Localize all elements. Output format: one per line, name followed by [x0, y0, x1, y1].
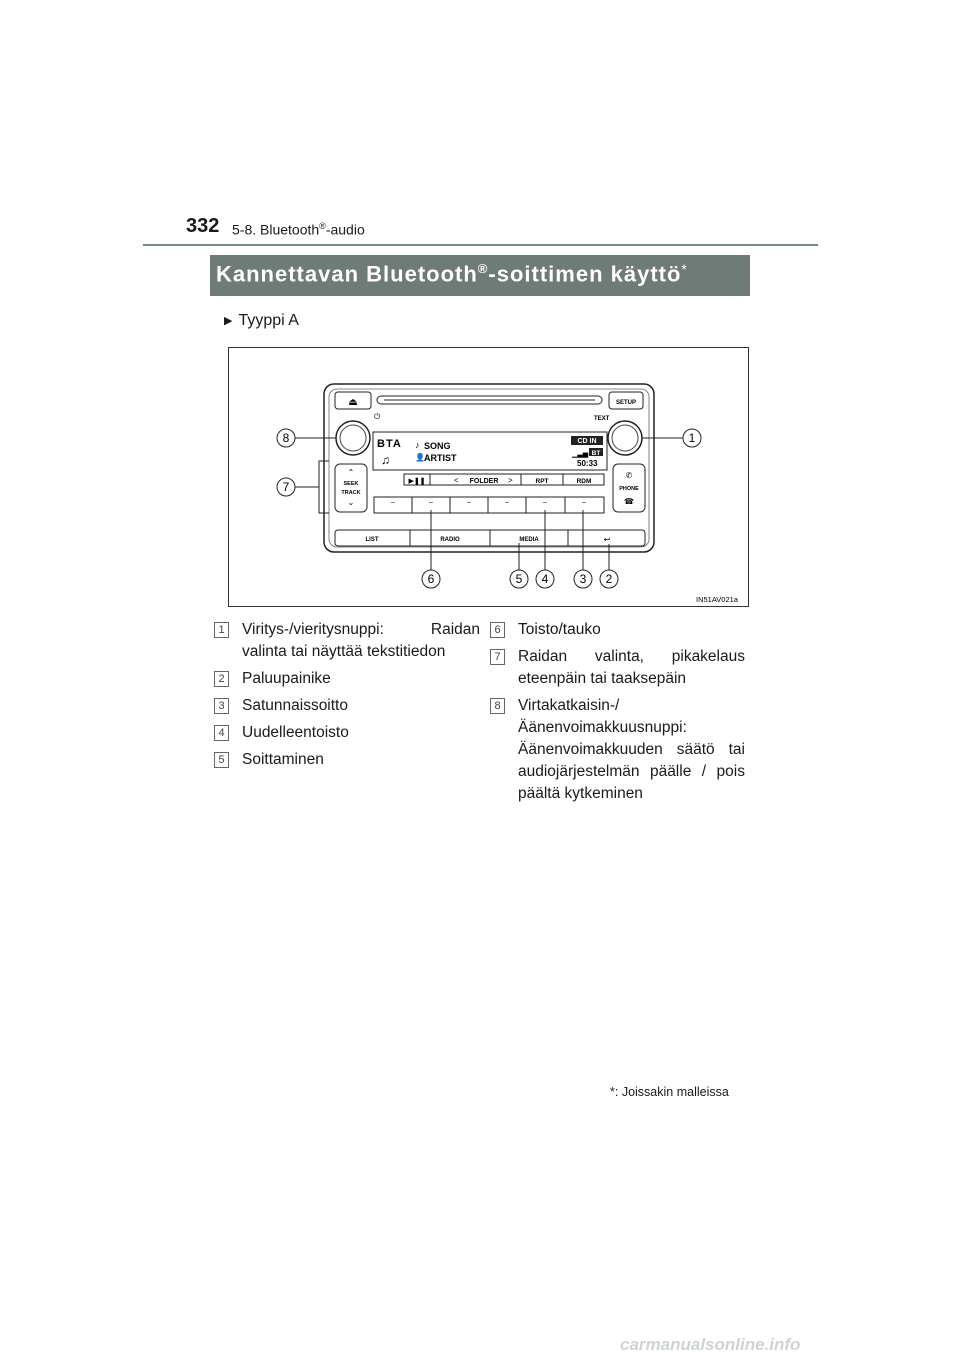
svg-text:‒: ‒ — [467, 499, 471, 506]
section-suffix: -audio — [325, 221, 365, 238]
legend-number: 6 — [490, 622, 505, 638]
folder-label: FOLDER — [469, 478, 499, 485]
callout-8-label: 8 — [282, 431, 290, 445]
legend-item — [490, 695, 745, 805]
section-prefix: 5-8. Bluetooth — [232, 221, 320, 238]
seek-up-icon: ⌃ — [347, 468, 355, 477]
legend-number: 2 — [214, 671, 229, 687]
legend-text: Satunnaissoitto — [242, 697, 348, 714]
artist-label: ARTIST — [424, 453, 457, 463]
legend-number: 7 — [490, 649, 505, 665]
audio-unit-figure — [228, 347, 749, 607]
bt-indicator: BT — [591, 450, 601, 457]
legend-number: 5 — [214, 752, 229, 768]
svg-text:‒: ‒ — [429, 499, 433, 506]
legend-text: Soittaminen — [242, 751, 324, 768]
audio-unit-illustration — [229, 348, 748, 606]
legend-number: 8 — [490, 698, 505, 714]
triangle-bullet-icon: ▶ — [224, 315, 233, 327]
subheading — [224, 312, 299, 330]
svg-text:‒: ‒ — [582, 499, 586, 506]
folder-left-icon: < — [454, 476, 459, 485]
tune-scroll-knob — [608, 421, 642, 455]
legend-number: 4 — [214, 725, 229, 741]
signal-icon: ▁▃▅ — [572, 451, 589, 458]
legend-item — [214, 668, 480, 690]
svg-text:‒: ‒ — [391, 499, 395, 506]
footnote — [610, 1085, 729, 1099]
radio-label: RADIO — [440, 537, 460, 543]
artist-person-icon: 👤 — [415, 453, 425, 462]
footnote-text: : Joissakin malleissa — [614, 1085, 729, 1099]
callout-7-label: 7 — [282, 480, 290, 494]
legend-item — [214, 619, 480, 663]
callout-6-label: 6 — [427, 572, 435, 586]
legend-item — [214, 749, 480, 771]
watermark: carmanualsonline.info — [620, 1335, 801, 1354]
callout-5-label: 5 — [515, 572, 523, 586]
rpt-label: RPT — [535, 478, 549, 485]
section-registered-mark: ® — [319, 221, 326, 231]
time-display: 50:33 — [577, 459, 598, 468]
legend-text: Virtakatkaisin-/Äänenvoimakkuusnuppi: Äänenvoimakkuuden säätö tai audiojärjestelmän päälle / pois päältä kytkeminen — [518, 697, 745, 802]
legend-number: 1 — [214, 622, 229, 638]
legend-text: Toisto/tauko — [518, 621, 601, 638]
legend-text: Viritys-/vieritysnuppi: Raidan valinta tai näyttää tekstitiedon — [242, 621, 480, 660]
topic-banner — [210, 255, 750, 296]
back-arrow-icon: ↩ — [603, 535, 611, 544]
header-rule — [143, 244, 818, 246]
song-label: SONG — [424, 441, 451, 451]
list-label: LIST — [365, 537, 379, 543]
legend-text: Raidan valinta, pikakelaus eteenpäin tai taaksepäin — [518, 648, 745, 687]
figure-code: IN51AV021a — [696, 595, 738, 604]
banner-title-prefix: Kannettavan Bluetooth — [216, 261, 478, 287]
phone-hangup-icon: ☎ — [624, 497, 634, 506]
legend-text: Paluupainike — [242, 670, 331, 687]
legend-item — [214, 722, 480, 744]
callout-1-label: 1 — [688, 431, 696, 445]
play-pause-label: ▶❚❚ — [408, 478, 426, 485]
callout-2-label: 2 — [605, 572, 613, 586]
seek-label: SEEK — [343, 481, 359, 487]
folder-right-icon: > — [508, 476, 513, 485]
song-note-icon: ♪ — [415, 440, 420, 450]
legend-right-column — [490, 619, 745, 810]
svg-text:‒: ‒ — [505, 499, 509, 506]
banner-registered-mark: ® — [477, 261, 489, 276]
banner-title-suffix: -soittimen käyttö — [488, 261, 682, 287]
footnote-asterisk-icon: * — [610, 1085, 615, 1099]
track-label: TRACK — [341, 490, 361, 496]
note-icon: ♫ — [381, 453, 390, 467]
legend-left-column — [214, 619, 480, 776]
media-label: MEDIA — [519, 537, 539, 543]
setup-label: SETUP — [615, 400, 637, 406]
legend-number: 3 — [214, 698, 229, 714]
subheading-text: Tyyppi A — [238, 312, 299, 329]
legend-text: Uudelleentoisto — [242, 724, 349, 741]
callout-4-label: 4 — [541, 572, 549, 586]
svg-text:‒: ‒ — [543, 499, 547, 506]
text-label: TEXT — [594, 416, 610, 422]
legend-item — [490, 646, 745, 690]
eject-icon: ⏏ — [348, 397, 358, 408]
callout-3-label: 3 — [579, 572, 587, 586]
seek-down-icon: ⌄ — [347, 498, 355, 507]
legend-item — [490, 619, 745, 641]
legend-item — [214, 695, 480, 717]
phone-pickup-icon: ✆ — [625, 471, 633, 480]
phone-label: PHONE — [619, 486, 639, 492]
power-icon: ⏻ — [374, 412, 381, 421]
source-label: BTA — [377, 438, 402, 450]
section-title — [232, 221, 365, 238]
rdm-label: RDM — [576, 478, 592, 485]
power-volume-knob — [336, 421, 370, 455]
cd-in-indicator: CD IN — [577, 438, 597, 445]
page-number: 332 — [186, 215, 220, 237]
banner-asterisk: * — [681, 261, 688, 277]
